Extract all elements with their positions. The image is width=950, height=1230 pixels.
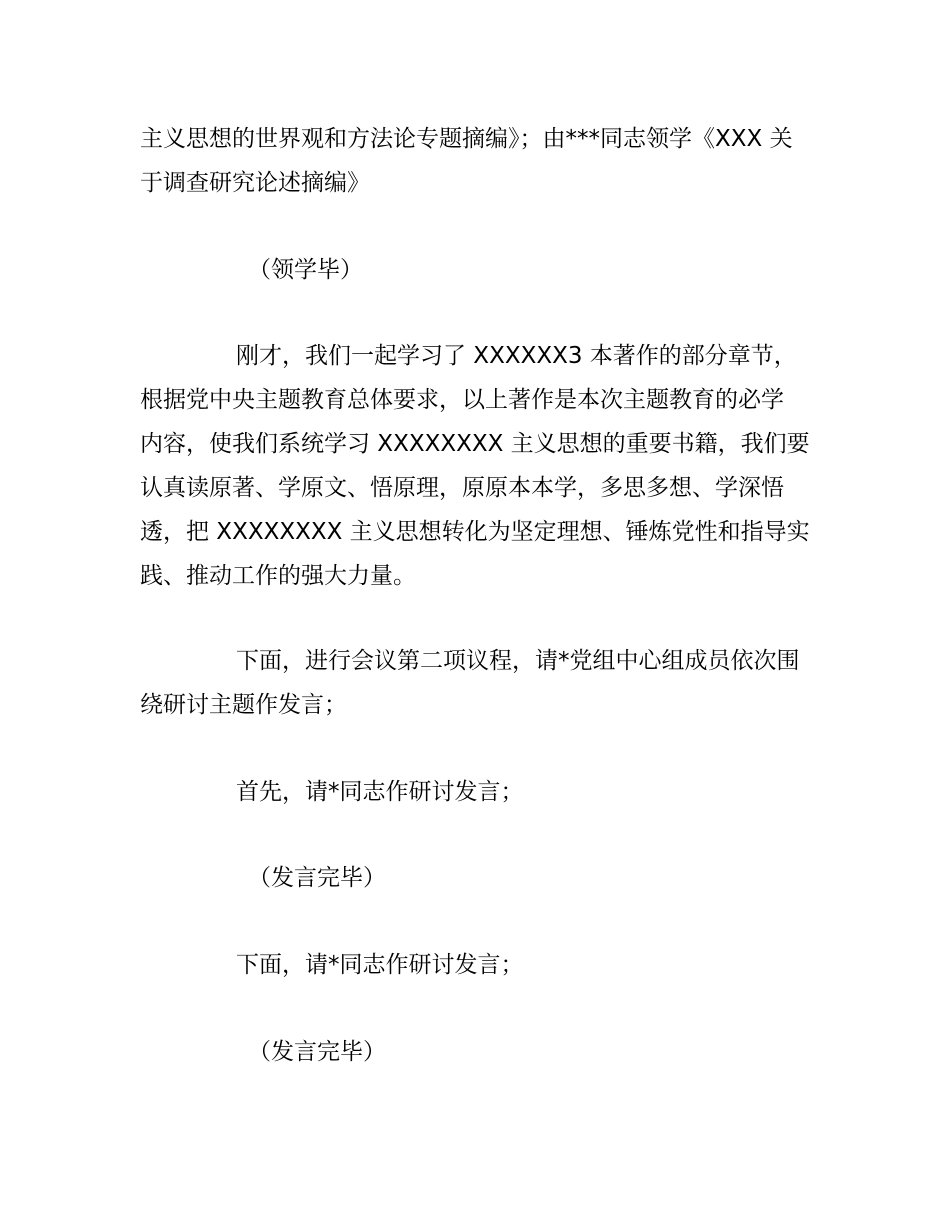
paragraph-study-summary: [140, 334, 810, 598]
paragraph-stage-note-study-done: [140, 248, 810, 292]
text-line: （发言完毕）: [248, 865, 386, 891]
text-line: 内容，使我们系统学习 XXXXXXXX 主义思想的重要书籍，我们要: [140, 431, 810, 457]
text-line: 践、推动工作的强大力量。: [140, 563, 416, 589]
paragraph-first-speaker: [140, 770, 810, 814]
paragraph-stage-note-speech-done: [140, 856, 810, 900]
text-line: 绕研讨主题作发言；: [140, 692, 347, 718]
text-line: 透，把 XXXXXXXX 主义思想转化为坚定理想、锤炼党性和指导实: [140, 519, 810, 545]
text-line: 认真读原著、学原文、悟原理，原原本本学，多思多想、学深悟: [140, 475, 784, 501]
paragraph-stage-note-speech-done: [140, 1030, 810, 1074]
text-line: 主义思想的世界观和方法论专题摘编》；由***同志领学《XXX 关: [140, 126, 793, 152]
text-line: 于调查研究论述摘编》: [140, 170, 370, 196]
text-line: 刚才，我们一起学习了 XXXXXX3 本著作的部分章节，: [236, 343, 797, 369]
paragraph-next-speaker: [140, 943, 810, 987]
text-line: 下面，请*同志作研讨发言；: [236, 952, 524, 978]
text-line: 下面，进行会议第二项议程，请*党组中心组成员依次围: [236, 648, 800, 674]
text-line: （领学毕）: [248, 257, 363, 283]
paragraph-agenda-item-two: [140, 639, 810, 727]
paragraph-continuation: [140, 117, 810, 205]
text-line: （发言完毕）: [248, 1039, 386, 1065]
text-line: 首先，请*同志作研讨发言；: [236, 779, 524, 805]
text-line: 根据党中央主题教育总体要求，以上著作是本次主题教育的必学: [140, 387, 784, 413]
